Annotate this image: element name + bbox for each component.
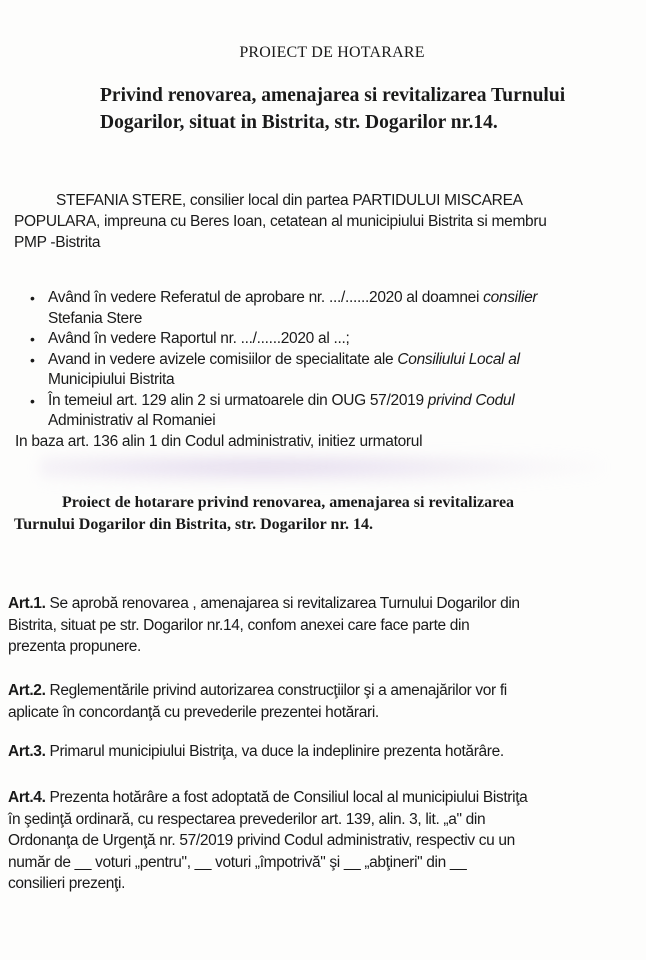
- article-label: Art.2.: [8, 682, 46, 699]
- subtitle-line: Privind renovarea, amenajarea si revitalizarea Turnului: [100, 85, 566, 106]
- bullet-continuation: Administrativ al Romaniei: [48, 412, 216, 429]
- list-item: [30, 329, 642, 350]
- article-4: [8, 787, 638, 895]
- document-subtitle: [100, 82, 640, 136]
- article-line: Se aprobă renovarea , amenajarea si revitalizarea Turnului Dogarilor din: [45, 595, 520, 612]
- bullet-continuation: Municipiului Bistrita: [48, 371, 175, 388]
- article-line: număr de __ voturi „pentru", __ voturi „împotrivă" şi __ „abţineri" din __: [8, 853, 467, 871]
- bullet-text: Avand in vedere avizele comisiilor de specialitate ale: [48, 350, 398, 368]
- article-label: Art.1.: [8, 595, 46, 612]
- bullet-italic: privind Codul: [427, 391, 515, 409]
- article-line: Ordonanţa de Urgenţă nr. 57/2019 privind Codul administrativ, respectiv cu un: [8, 832, 515, 849]
- project-title: [14, 492, 634, 536]
- bullet-text: În temeiul art. 129 alin 2 si urmatoarele din OUG 57/2019: [48, 391, 428, 409]
- article-1: [8, 593, 638, 658]
- article-line: prezenta propunere.: [8, 638, 141, 655]
- legal-basis: In baza art. 136 alin 1 din Codul administrativ, initiez urmatorul: [15, 433, 423, 450]
- bullet-icon: •: [30, 290, 35, 306]
- intro-line: STEFANIA STERE, consilier local din partea PARTIDULUI MISCAREA: [56, 192, 523, 209]
- bullet-icon: •: [30, 392, 35, 409]
- bullet-icon: •: [30, 331, 35, 347]
- article-line: Primarul municipiului Bistriţa, va duce la indeplinire prezenta hotărâre.: [45, 743, 504, 760]
- bullet-text: Având în vedere Referatul de aprobare nr. .../......2020 al doamnei: [48, 289, 484, 306]
- article-label: Art.4.: [8, 789, 46, 806]
- article-label: Art.3.: [8, 743, 46, 760]
- bullet-italic: consilier: [483, 289, 538, 306]
- ink-smudge: [40, 455, 600, 485]
- article-line: Bistrita, situat pe str. Dogarilor nr.14, confom anexei care face parte din: [8, 616, 470, 634]
- intro-line: PMP -Bistrita: [14, 234, 101, 251]
- list-item: [30, 288, 642, 329]
- list-item: [30, 350, 642, 391]
- considerations-list: [30, 288, 642, 432]
- article-line: în şedinţă ordinară, cu respectarea prevederilor art. 139, alin. 3, lit. „a" din: [8, 810, 486, 828]
- subtitle-line: Dogarilor, situat in Bistrita, str. Dogarilor nr.14.: [100, 112, 498, 133]
- bullet-italic: Consiliului Local al: [397, 350, 520, 368]
- article-line: Reglementările privind autorizarea construcţiilor şi a amenajărilor vor fi: [45, 682, 507, 699]
- article-line: aplicate în concordanţă cu prevederile prezentei hotărari.: [8, 703, 379, 721]
- bullet-text: Având în vedere Raportul nr. .../......2020 al ...;: [48, 330, 350, 347]
- article-3: [8, 741, 638, 763]
- bullet-icon: •: [30, 351, 35, 368]
- project-title-line: Proiect de hotarare privind renovarea, amenajarea si revitalizarea: [62, 494, 515, 511]
- project-title-line: Turnului Dogarilor din Bistrita, str. Dogarilor nr. 14.: [14, 516, 374, 533]
- article-line: Prezenta hotărâre a fost adoptată de Consiliul local al municipiului Bistriţa: [45, 789, 528, 806]
- article-2: [8, 680, 638, 723]
- article-line: consilieri prezenţi.: [8, 875, 126, 892]
- intro-line: POPULARA, impreuna cu Beres Ioan, cetatean al municipiului Bistrita si membru: [14, 213, 547, 230]
- document-title: PROIECT DE HOTARARE: [239, 44, 425, 61]
- list-item: [30, 391, 642, 432]
- bullet-continuation: Stefania Stere: [48, 309, 143, 327]
- intro-paragraph: [14, 190, 639, 253]
